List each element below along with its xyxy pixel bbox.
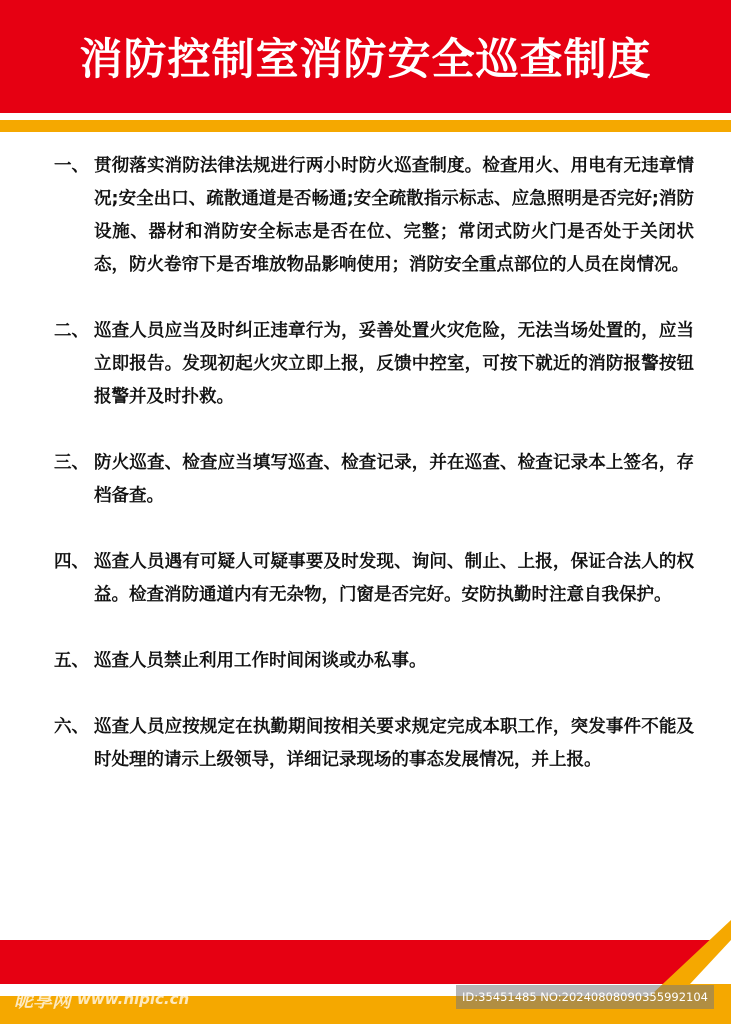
clause-6 — [54, 711, 694, 777]
clause-number: 三、 — [54, 453, 89, 473]
watermark-logo — [14, 984, 189, 1014]
header-banner — [0, 0, 731, 113]
clause-text: 巡查人员禁止利用工作时间闲谈或办私事。 — [94, 651, 427, 671]
clause-4 — [54, 546, 694, 612]
clause-number: 六、 — [54, 717, 89, 737]
watermark-url: www.nipic.cn — [77, 990, 190, 1008]
header-stripe — [0, 120, 731, 132]
clause-text: 贯彻落实消防法律法规进行两小时防火巡查制度。检查用火、用电有无违章情况;安全出口、疏散通道是否畅通;安全疏散指示标志、应急照明是否完好;消防设施、器材和消防安全标志是否在位、完整；常闭式防火门是否处于关闭状态，防火卷帘下是否堆放物品影响使用；消防安全重点部位的人员在岗情况。 — [94, 156, 694, 275]
watermark-id: ID:35451485 NO:20240808090355992104 — [456, 985, 714, 1009]
page-title: 消防控制室消防安全巡查制度 — [79, 35, 652, 85]
clause-number: 四、 — [54, 552, 89, 572]
clause-5 — [54, 645, 694, 678]
regulation-body — [54, 150, 694, 810]
clause-number: 五、 — [54, 651, 89, 671]
clause-text: 巡查人员应按规定在执勤期间按相关要求规定完成本职工作，突发事件不能及时处理的请示上级领导，详细记录现场的事态发展情况，并上报。 — [94, 717, 694, 770]
clause-2 — [54, 315, 694, 414]
clause-text: 巡查人员应当及时纠正违章行为，妥善处置火灾危险，无法当场处置的，应当立即报告。发现初起火灾立即上报，反馈中控室，可按下就近的消防报警按钮报警并及时扑救。 — [94, 321, 694, 407]
clause-text: 巡查人员遇有可疑人可疑事要及时发现、询问、制止、上报，保证合法人的权益。检查消防通道内有无杂物，门窗是否完好。安防执勤时注意自我保护。 — [94, 552, 694, 605]
clause-text: 防火巡查、检查应当填写巡查、检查记录，并在巡查、检查记录本上签名，存档备查。 — [94, 453, 694, 506]
clause-3 — [54, 447, 694, 513]
clause-1 — [54, 150, 694, 282]
watermark-logo-text: 昵享网 — [14, 989, 72, 1012]
clause-number: 二、 — [54, 321, 89, 341]
clause-number: 一、 — [54, 156, 89, 176]
